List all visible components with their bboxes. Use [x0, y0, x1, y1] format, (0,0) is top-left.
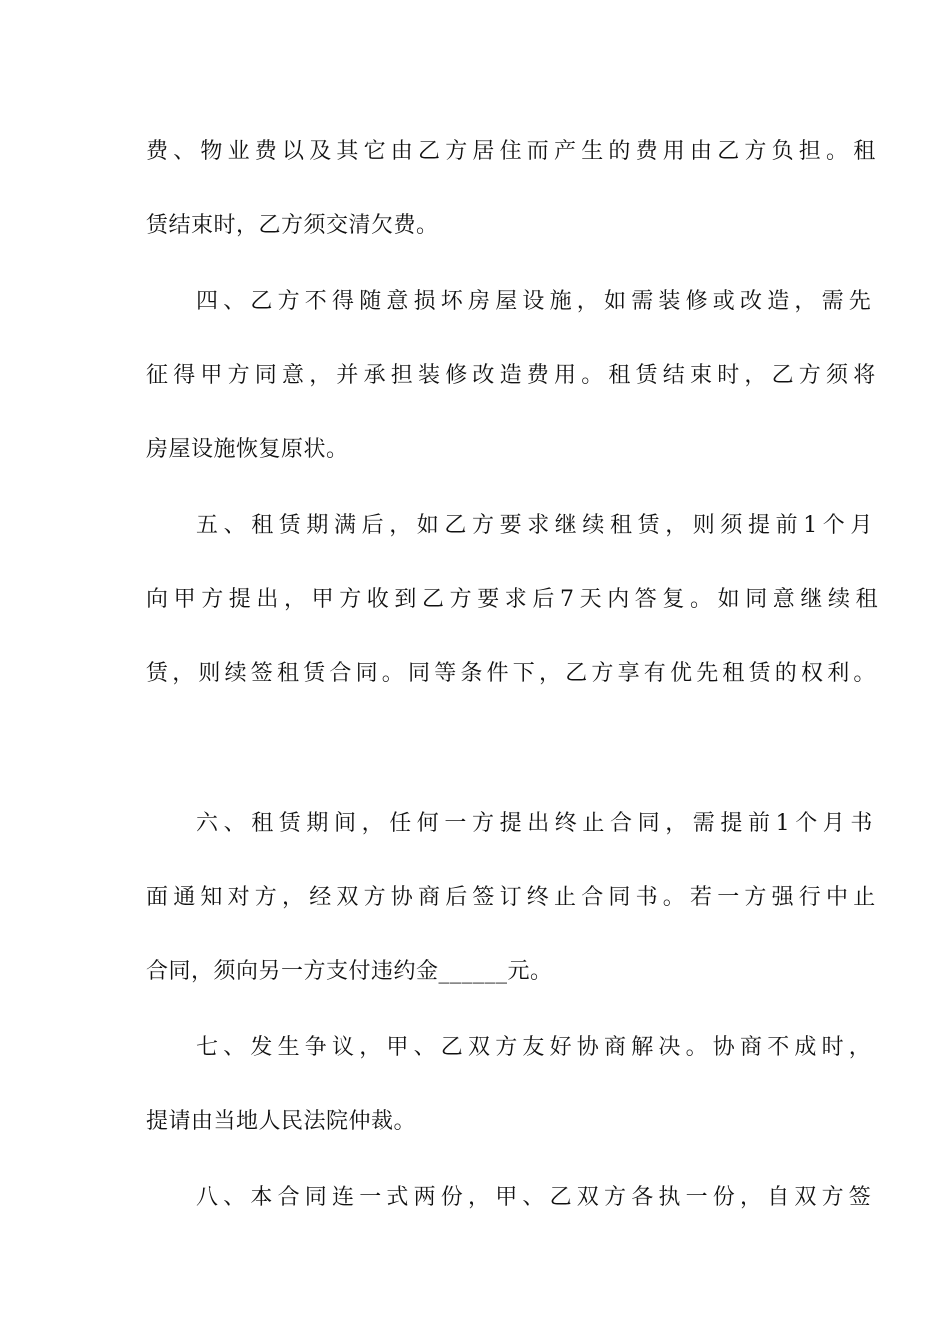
- paragraph-4-line-3: 房屋设施恢复原状。: [146, 437, 349, 462]
- paragraph-5-line-1: 五、租赁期满后，如乙方要求继续租赁，则须提前1个月: [196, 513, 878, 538]
- paragraph-3-line-3: 赁结束时，乙方须交清欠费。: [146, 213, 439, 238]
- paragraph-4-line-2: 征得甲方同意，并承担装修改造费用。租赁结束时，乙方须将: [146, 363, 881, 388]
- paragraph-3-line-2: 费、物业费以及其它由乙方居住而产生的费用由乙方负担。租: [146, 139, 881, 164]
- paragraph-8-line-1: 八、本合同连一式两份，甲、乙双方各执一份，自双方签: [196, 1185, 877, 1210]
- paragraph-4-line-1: 四、乙方不得随意损坏房屋设施，如需装修或改造，需先: [196, 289, 877, 314]
- paragraph-7-line-1: 七、发生争议，甲、乙双方友好协商解决。协商不成时，: [196, 1035, 877, 1060]
- paragraph-5-line-3: 赁，则续签租赁合同。同等条件下，乙方享有优先租赁的权利。: [146, 661, 880, 686]
- paragraph-5-line-2: 向甲方提出，甲方收到乙方要求后7天内答复。如同意继续租: [146, 587, 884, 612]
- paragraph-7-line-2: 提请由当地人民法院仲裁。: [146, 1109, 417, 1134]
- paragraph-6-line-1: 六、租赁期间，任何一方提出终止合同，需提前1个月书: [196, 811, 878, 836]
- paragraph-6-line-3: 合同，须向另一方支付违约金______元。: [146, 959, 553, 984]
- paragraph-6-line-2: 面通知对方，经双方协商后签订终止合同书。若一方强行中止: [146, 885, 881, 910]
